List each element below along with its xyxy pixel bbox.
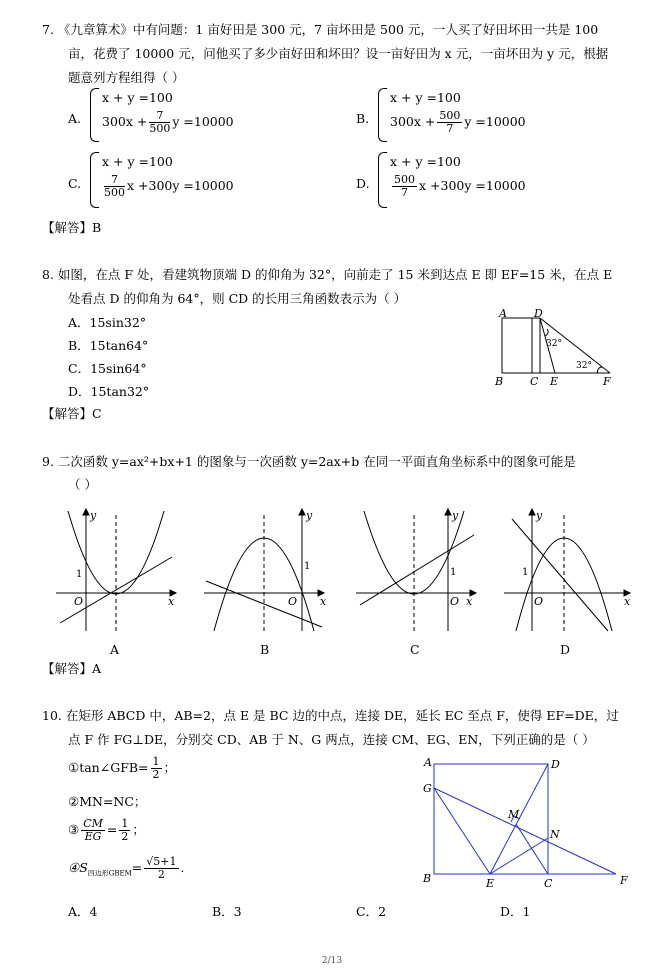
q7-option-D-system (378, 152, 578, 210)
one-label: 1 (304, 561, 311, 572)
q8-label-B: B (495, 375, 504, 388)
q9-caption-A: A (110, 642, 120, 657)
q7-option-A-system (90, 88, 290, 144)
y-label: y (452, 509, 459, 522)
q8-angle-1: 32° (546, 339, 562, 349)
q10-line1: 10. 在矩形 ABCD 中，AB=2，点 E 是 BC 边的中点，连接 DE，延长 EC 至点 F，使得 EF=DE，过 (42, 708, 619, 723)
page-number: 2/13 (321, 956, 343, 966)
q7-D-eq2: $\frac{500}{7}$ x +300y =10000 (394, 173, 526, 199)
q8-label-F: F (603, 375, 611, 388)
q7-B-eq1: x + y =100 (390, 90, 461, 105)
q10-label-C: C (544, 877, 553, 890)
q10-option-D: D．1 (500, 904, 531, 919)
q7-answer: 【解答】B (42, 220, 102, 235)
q9-line2: （ ） (68, 477, 97, 492)
q8-line2: 处看点 D 的仰角为 64°，则 CD 的长用三角函数表示为（ ） (68, 291, 407, 306)
q7-C-eq1: x + y =100 (102, 154, 173, 169)
q7-option-B-label: B. (356, 111, 370, 126)
q10-line2: 点 F 作 FG⊥DE，分别交 CD、AB 于 N、G 两点，连接 CM、EG、EN，下列正确的是（ ） (68, 732, 595, 747)
q10-segment-GF (434, 788, 616, 874)
q10-label-F: F (620, 874, 628, 887)
q10-option-C: C．2 (356, 904, 387, 919)
q8-line1: 8. 如图，在点 F 处，看建筑物顶端 D 的仰角为 32°，向前走了 15 米到达点 E 即 EF=15 米，在点 E (42, 267, 613, 282)
y-label: y (90, 509, 97, 522)
q8-option-D: D．15tan32° (68, 384, 150, 399)
q8-label-C: C (530, 375, 539, 388)
q10-segment-EN (490, 838, 548, 874)
q9-graph-B (200, 505, 330, 635)
q8-figure (490, 305, 620, 390)
origin-label: O (534, 595, 544, 608)
q7-A-eq2: 300x + $\frac{7}{500}$ y =10000 (102, 109, 234, 135)
q10-option-A: A．4 (68, 904, 98, 919)
q7-option-C-label: C. (68, 176, 82, 191)
q9-graph-C (352, 505, 482, 635)
origin-label: O (288, 595, 298, 608)
q9-graph-A (52, 505, 182, 635)
q9-caption-D: D (560, 642, 571, 657)
one-label: 1 (450, 567, 457, 578)
q7-line1: 7. 《九章算术》中有问题：1 亩好田是 300 元，7 亩坏田是 500 元，一人买了好田坏田一共是 100 (42, 22, 599, 37)
q8-label-D: D (534, 307, 543, 320)
q9-caption-B: B (260, 642, 270, 657)
x-label: x (466, 595, 473, 608)
q10-label-D: D (551, 758, 560, 771)
q7-line2: 亩，花费了 10000 元，问他买了多少亩好田和坏田？设一亩好田为 x 元，一亩坏田为 y 元，根据 (68, 46, 609, 61)
q9-answer: 【解答】A (42, 661, 102, 676)
q10-segment-CM (516, 824, 548, 874)
x-label: x (624, 595, 631, 608)
q10-rectangle-ABCD (434, 764, 548, 874)
q8-option-C: C．15sin64° (68, 361, 147, 376)
q10-figure (420, 752, 640, 892)
y-label: y (536, 509, 543, 522)
x-label: x (320, 595, 327, 608)
q7-B-eq2: 300x + $\frac{500}{7}$ y =10000 (390, 109, 526, 135)
q8-answer: 【解答】C (42, 406, 102, 421)
q8-option-A: A．15sin32° (68, 315, 147, 330)
q10-statement-1: ①tan∠GFB= $\frac{1}{2}$ ； (68, 755, 177, 781)
q8-angle-2: 32° (576, 361, 592, 371)
q10-label-M: M (508, 808, 520, 821)
q8-label-E: E (550, 375, 559, 388)
q8-label-A: A (499, 307, 507, 320)
q7-option-B-system (378, 88, 578, 144)
q8-option-B: B．15tan64° (68, 338, 149, 353)
q9-caption-C: C (410, 642, 420, 657)
x-label: x (168, 595, 175, 608)
q10-option-B: B．3 (212, 904, 242, 919)
q10-label-G: G (423, 782, 432, 795)
q8-building (502, 318, 532, 373)
q10-label-B: B (423, 872, 432, 885)
q7-option-D-label: D. (356, 176, 370, 191)
q7-option-C-system (90, 152, 290, 210)
q7-A-eq1: x + y =100 (102, 90, 173, 105)
one-label: 1 (76, 569, 83, 580)
q10-statement-4: $④S_{四边形GBEM}=$ $\frac{√5+1}{2}$ ． (68, 855, 194, 881)
q9-graph-D (500, 505, 635, 635)
y-label: y (306, 509, 313, 522)
q7-C-eq2: $\frac{7}{500}$ x +300y =10000 (104, 173, 234, 199)
q10-label-E: E (486, 877, 495, 890)
one-label: 1 (522, 567, 529, 578)
q7-D-eq1: x + y =100 (390, 154, 461, 169)
q7-line3: 题意列方程组得（ ） (68, 70, 185, 85)
origin-label: O (450, 595, 460, 608)
origin-label: O (74, 595, 84, 608)
q10-label-A: A (424, 756, 432, 769)
q7-option-A-label: A. (68, 111, 82, 126)
q10-statement-3: ③ $\frac{CM}{EG}$ = $\frac{1}{2}$ ； (68, 817, 145, 843)
q10-label-N: N (550, 828, 560, 841)
q9-line1: 9. 二次函数 y=ax²+bx+1 的图象与一次函数 y=2ax+b 在同一平面直角坐标系中的图象可能是 (42, 454, 576, 469)
q10-statement-2: ②MN=NC； (68, 794, 147, 809)
